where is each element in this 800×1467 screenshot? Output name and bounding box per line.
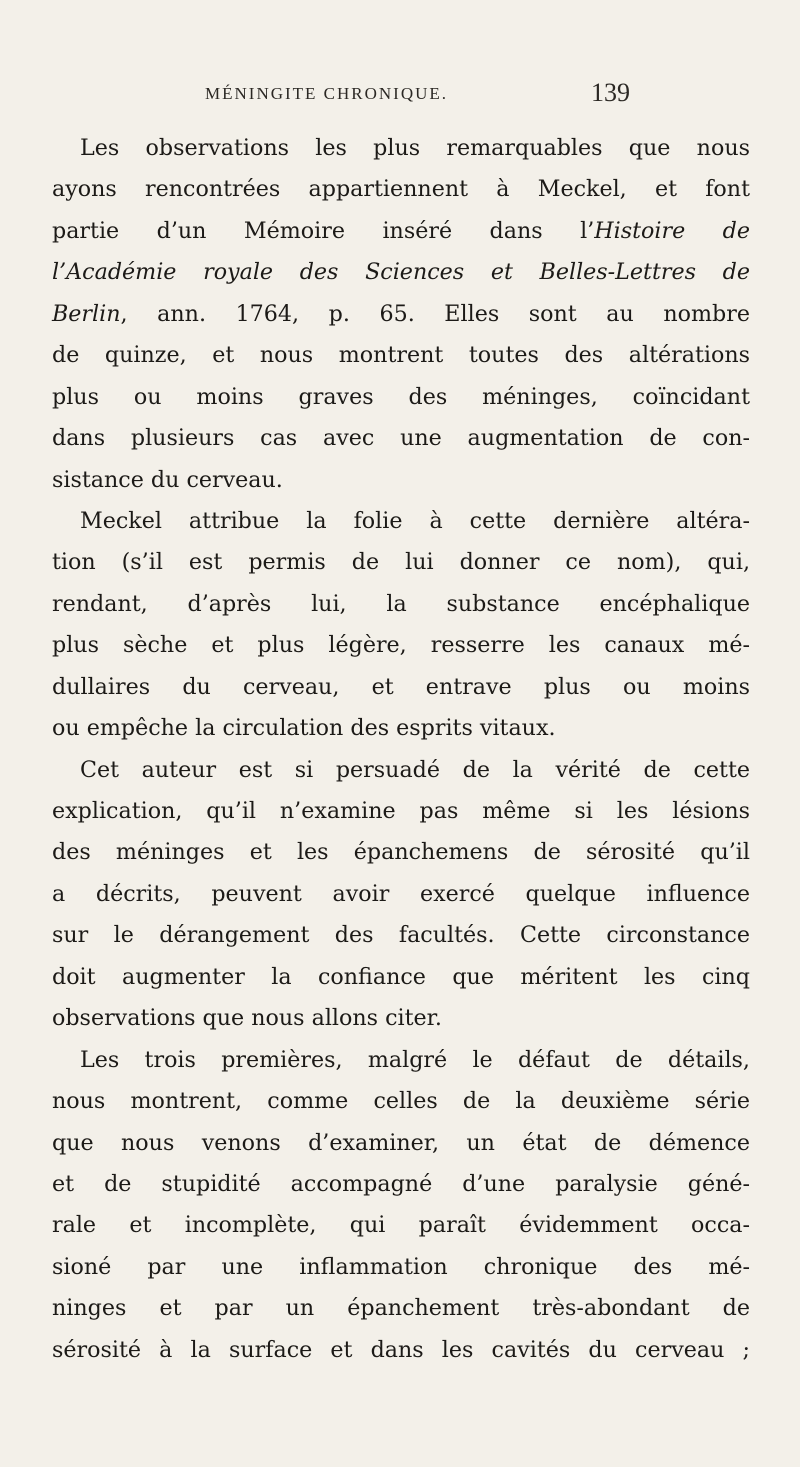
text-line (52, 128, 750, 169)
italic-text: l’Académie royale des Sciences et Belles-Lettres de (52, 259, 750, 286)
text-line (52, 584, 750, 625)
text-line (52, 874, 750, 915)
text-line (52, 1288, 750, 1329)
text-run: rendant, d’après lui, la substance encéphalique (52, 590, 750, 617)
text-line (52, 1164, 750, 1205)
text-line (52, 1205, 750, 1246)
text-line (52, 915, 750, 956)
text-line (52, 335, 750, 376)
text-line (52, 1081, 750, 1122)
text-line (52, 957, 750, 998)
text-run: explication, qu’il n’examine pas même si les lésions (52, 798, 750, 824)
text-run: observations que nous allons citer. (52, 1005, 442, 1032)
text-run: ayons rencontrées appartiennent à Meckel, et font (52, 176, 750, 203)
text-line (52, 1040, 750, 1081)
text-line (52, 1123, 750, 1164)
text-line (52, 377, 750, 418)
text-run: Cet auteur est si persuadé de la vérité de cette (80, 756, 750, 783)
text-run: Meckel attribue la folie à cette dernière altéra- (80, 507, 750, 534)
text-run: doit augmenter la confiance que méritent les cinq (52, 963, 750, 990)
text-run: tion (s’il est permis de lui donner ce nom), qui, (52, 549, 750, 576)
text-run: des méninges et les épanchemens de sérosité qu’il (52, 839, 750, 866)
text-run: de quinze, et nous montrent toutes des altérations (52, 342, 750, 369)
text-line (52, 832, 750, 873)
italic-text: Histoire de (594, 217, 750, 244)
text-line (52, 708, 750, 749)
text-run: que nous venons d’examiner, un état de démence (52, 1129, 750, 1156)
page-header (205, 78, 630, 114)
running-head: MÉNINGITE CHRONIQUE. (205, 84, 449, 103)
text-run: ninges et par un épanchement très-abondant de (52, 1295, 750, 1322)
text-run: partie d’un Mémoire inséré dans l’ (52, 217, 595, 244)
text-run: dullaires du cerveau, et entrave plus ou moins (52, 673, 750, 700)
text-line (52, 501, 750, 542)
text-line (52, 294, 750, 335)
text-line (52, 542, 750, 583)
body-text (52, 128, 750, 1371)
text-line (52, 667, 750, 708)
text-run: plus sèche et plus légère, resserre les canaux mé- (52, 632, 750, 659)
text-run: et de stupidité accompagné d’une paralysie géné- (52, 1170, 750, 1197)
text-run: sérosité à la surface et dans les cavités du cerveau ; (52, 1336, 750, 1363)
text-run: nous montrent, comme celles de la deuxième série (52, 1088, 750, 1115)
text-line (52, 750, 750, 791)
text-run: sioné par une inflammation chronique des mé- (52, 1253, 750, 1280)
text-run: dans plusieurs cas avec une augmentation de con- (52, 425, 750, 452)
text-line (52, 460, 750, 501)
text-line (52, 625, 750, 666)
text-run: , ann. 1764, p. 65. Elles sont au nombre (120, 300, 750, 327)
text-line (52, 211, 750, 252)
text-line (52, 252, 750, 293)
text-run: sistance du cerveau. (52, 466, 283, 493)
text-run: plus ou moins graves des méninges, coïncidant (52, 383, 750, 410)
text-run: Les observations les plus remarquables que nous (80, 135, 750, 161)
text-line (52, 1330, 750, 1371)
text-run: ou empêche la circulation des esprits vitaux. (52, 715, 556, 742)
page-number: 139 (591, 78, 630, 107)
text-line (52, 169, 750, 210)
text-run: Les trois premières, malgré le défaut de détails, (80, 1046, 750, 1073)
italic-text: Berlin (52, 300, 121, 327)
text-line (52, 418, 750, 459)
text-line (52, 791, 750, 832)
text-run: rale et incomplète, qui paraît évidemment occa- (52, 1212, 750, 1239)
text-run: a décrits, peuvent avoir exercé quelque influence (52, 880, 750, 907)
text-line (52, 998, 750, 1039)
text-run: sur le dérangement des facultés. Cette circonstance (52, 922, 750, 949)
text-line (52, 1247, 750, 1288)
